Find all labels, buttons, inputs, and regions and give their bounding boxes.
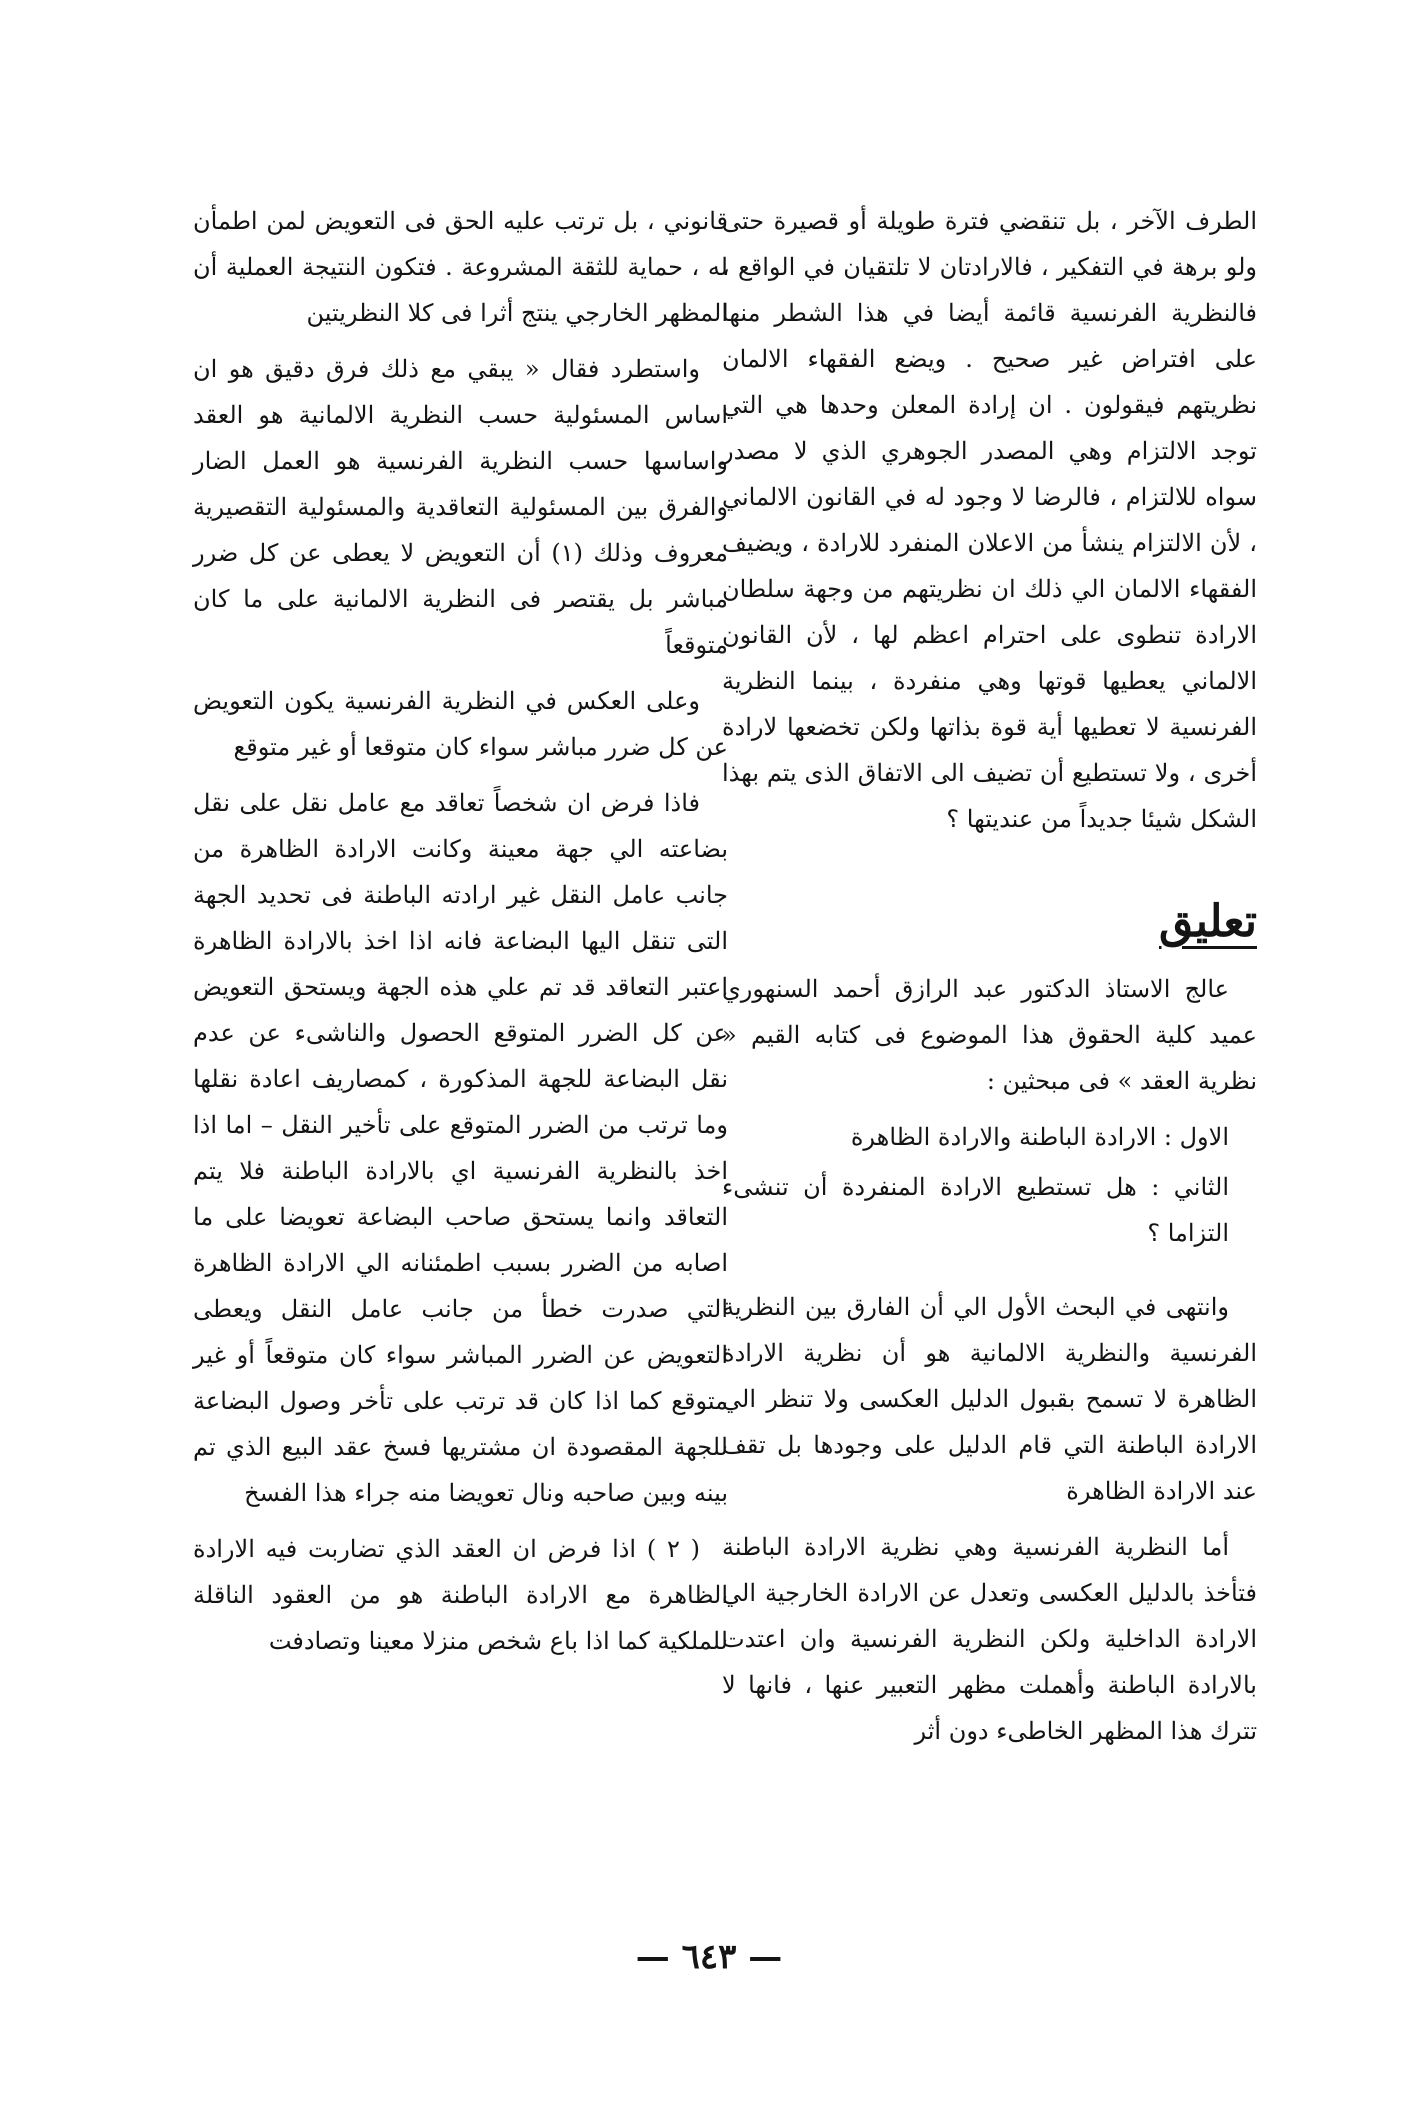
body-paragraph: ( ٢ ) اذا فرض ان العقد الذي تضاربت فيه الارادة الظاهرة مع الارادة الباطنة هو من العقود الناقلة للملكية كما اذا باع شخص منزلا معينا وتصادفت bbox=[193, 1535, 728, 1655]
body-paragraph: فاذا فرض ان شخصاً تعاقد مع عامل نقل على نقل بضاعته الي جهة معينة وكانت الارادة الظاهرة من جانب عامل النقل غير ارادته الباطنة فى تحديد الجهة التى تنقل اليها البضاعة فانه اذا اخذ بالارادة الظاهرة اعتبر التعاقد قد تم علي هذه الجهة ويستحق التعويض عن كل الضرر المتوقع الحصول والناشىء عن عدم نقل البضاعة للجهة المذكورة ، كمصاريف اعادة نقلها وما ترتب من الضرر المتوقع على تأخير النقل – اما اذا اخذ بالنظرية الفرنسية اي بالارادة الباطنة فلا يتم التعاقد وانما يستحق صاحب البضاعة تعويضا على ما اصابه من الضرر بسبب اطمئنانه الي الارادة الظاهرة التي صدرت خطأ من جانب عامل النقل ويعطى التعويض عن الضرر المباشر سواء كان متوقعاً أو غير متوقع كما اذا كان قد ترتب على تأخر وصول البضاعة للجهة المقصودة ان مشتريها فسخ عقد البيع الذي تم بينه وبين صاحبه ونال تعويضا منه جراء هذا الفسخ bbox=[193, 789, 728, 1507]
list-point-second: الثاني : هل تستطيع الارادة المنفردة أن تنشىء التزاما ؟ bbox=[722, 1173, 1229, 1247]
body-paragraph: وانتهى في البحث الأول الي أن الفارق بين النظرية الفرنسية والنظرية الالمانية هو أن نظرية الارادة الظاهرة لا تسمح بقبول الدليل العكسى ولا تنظر الي الارادة الباطنة التي قام الدليل على وجودها بل تقف عند الارادة الظاهرة bbox=[722, 1293, 1257, 1505]
body-paragraph: أما النظرية الفرنسية وهي نظرية الارادة الباطنة فتأخذ بالدليل العكسى وتعدل عن الارادة الخارجية الي الارادة الداخلية ولكن النظرية الفرنسية وان اعتدت بالارادة الباطنة وأهملت مظهر التعبير عنها ، فانها لا تترك هذا المظهر الخاطىء دون أثر bbox=[722, 1533, 1257, 1745]
list-point-first: الاول : الارادة الباطنة والارادة الظاهرة bbox=[850, 1123, 1229, 1151]
section-heading: تعليق bbox=[1158, 896, 1257, 947]
right-column bbox=[722, 198, 1257, 1764]
body-paragraph: وعلى العكس في النظرية الفرنسية يكون التعويض عن كل ضرر مباشر سواء كان متوقعا أو غير متوقع bbox=[193, 687, 728, 761]
body-paragraph: قانوني ، بل ترتب عليه الحق فى التعويض لمن اطمأن له ، حماية للثقة المشروعة . فتكون النتيجة العملية أن المظهر الخارجي ينتج أثرا فى كلا النظريتين bbox=[193, 207, 728, 327]
body-paragraph: الطرف الآخر ، بل تنقضي فترة طويلة أو قصيرة حتى ولو برهة في التفكير ، فالارادتان لا تلتقيان في الواقع ، فالنظرية الفرنسية قائمة أيضا في هذا الشطر منها على افتراض غير صحيح . ويضع الفقهاء الالمان نظريتهم فيقولون . ان إرادة المعلن وحدها هي التي توجد الالتزام وهي المصدر الجوهري الذي لا مصدر سواه للالتزام ، فالرضا لا وجود له في القانون الالماني ، لأن الالتزام ينشأ من الاعلان المنفرد للارادة ، ويضيف الفقهاء الالمان الي ذلك ان نظريتهم من وجهة سلطان الارادة تنطوى على احترام اعظم لها ، لأن القانون الالماني يعطيها قوتها وهي منفردة ، بينما النظرية الفرنسية لا تعطيها أية قوة بذاتها ولكن تخضعها لارادة أخرى ، ولا تستطيع أن تضيف الى الاتفاق الذى يتم بهذا الشكل شيئا جديداً من عنديتها ؟ bbox=[722, 207, 1257, 833]
left-column bbox=[193, 198, 728, 1674]
paragraph-gap bbox=[722, 1260, 1257, 1284]
page-number: — ٦٤٣ — bbox=[635, 1937, 783, 1977]
body-paragraph: عالج الاستاذ الدكتور عبد الرازق أحمد السنهوري عميد كلية الحقوق هذا الموضوع فى كتابه القيم « نظرية العقد » فى مبحثين : bbox=[722, 975, 1257, 1095]
body-paragraph: واستطرد فقال « يبقي مع ذلك فرق دقيق هو ان اساس المسئولية حسب النظرية الالمانية هو العقد واساسها حسب النظرية الفرنسية هو العمل الضار والفرق بين المسئولية التعاقدية والمسئولية التقصيرية معروف وذلك (١) أن التعويض لا يعطى عن كل ضرر مباشر بل يقتصر فى النظرية الالمانية على ما كان متوقعاً bbox=[193, 355, 728, 659]
